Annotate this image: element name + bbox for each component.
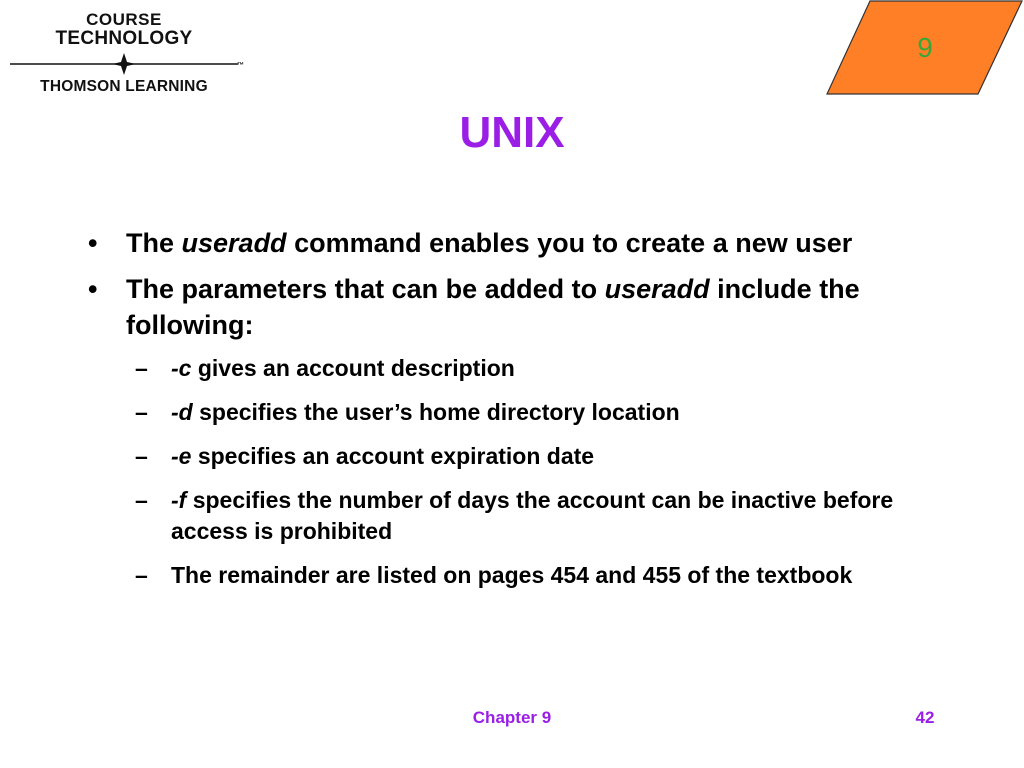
course-technology-logo	[8, 8, 248, 96]
bullet-text	[126, 228, 852, 258]
command-name: useradd	[604, 274, 710, 304]
logo-line-course: COURSE	[86, 10, 162, 29]
text-run: gives an account description	[191, 355, 515, 381]
footer-chapter-label: Chapter 9	[472, 708, 552, 727]
text-run: specifies the user’s home directory location	[192, 399, 680, 425]
dash-icon: –	[135, 487, 148, 513]
sub-bullet-text	[171, 487, 893, 544]
bullet-icon: •	[88, 228, 98, 258]
option-flag: -f	[171, 487, 187, 513]
option-flag: -c	[171, 355, 192, 381]
text-run: specifies an account expiration date	[191, 443, 595, 469]
sub-bullet-item	[80, 560, 940, 591]
footer-page-number: 42	[915, 708, 935, 727]
slide-body	[80, 225, 940, 604]
text-run: The	[126, 228, 182, 258]
logo-star-divider-icon	[8, 52, 240, 76]
text-run: specifies the number of days the account can be inactive before access is prohibited	[171, 487, 894, 544]
text-run: command enables you to create a new user	[286, 228, 853, 258]
option-flag: -d	[171, 399, 193, 425]
chapter-badge-number: 9	[917, 32, 933, 63]
text-run: include the following:	[126, 274, 860, 340]
bullet-item	[80, 225, 940, 261]
logo-line-thomson-learning: THOMSON LEARNING	[40, 78, 208, 95]
command-name: useradd	[181, 228, 287, 258]
sub-bullet-item	[80, 397, 940, 428]
bullet-text	[126, 274, 860, 340]
bullet-item	[80, 271, 940, 343]
sub-bullet-item	[80, 353, 940, 384]
dash-icon: –	[135, 399, 148, 425]
sub-bullet-text	[171, 355, 515, 381]
slide-title: UNIX	[459, 108, 565, 157]
sub-bullet-item	[80, 441, 940, 472]
option-flag: -e	[171, 443, 192, 469]
sub-bullet-text	[171, 443, 594, 469]
sub-bullet-text	[171, 562, 852, 588]
logo-trademark: ™	[237, 62, 244, 69]
logo-line-technology: TECHNOLOGY	[55, 28, 193, 49]
dash-icon: –	[135, 562, 148, 588]
dash-icon: –	[135, 443, 148, 469]
text-run: The remainder are listed on pages 454 and 455 of the textbook	[171, 562, 853, 588]
bullet-icon: •	[88, 274, 98, 304]
text-run: The parameters that can be added to	[126, 274, 605, 304]
sub-bullet-text	[171, 399, 680, 425]
sub-bullet-item	[80, 485, 940, 547]
dash-icon: –	[135, 355, 148, 381]
